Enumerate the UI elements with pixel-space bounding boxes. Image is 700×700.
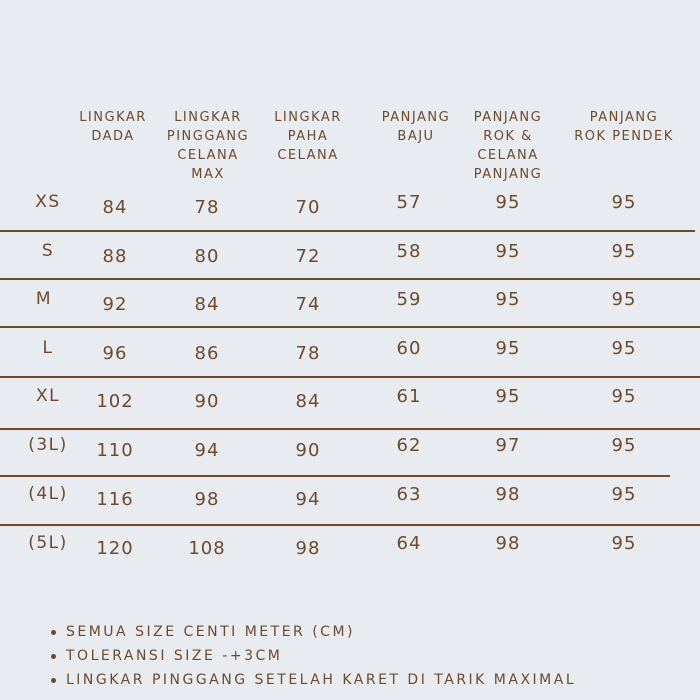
cell-panjang-baju: 64: [396, 533, 422, 554]
cell-panjang-baju: 62: [396, 435, 422, 456]
cell-lingkar-dada: 96: [102, 343, 128, 364]
cell-panjang-baju: 63: [396, 484, 422, 505]
cell-lingkar-pinggang: 86: [194, 343, 220, 364]
size-label: (5L): [28, 533, 68, 553]
cell-panjang-baju: 58: [396, 241, 422, 262]
size-label: (4L): [28, 484, 68, 504]
cell-panjang-rok-pendek: 95: [611, 435, 637, 456]
cell-panjang-rok-celana: 97: [495, 435, 521, 456]
note-item: LINGKAR PINGGANG SETELAH KARET DI TARIK MAXIMAL: [48, 668, 576, 692]
cell-panjang-rok-celana: 95: [495, 192, 521, 213]
cell-panjang-rok-celana: 95: [495, 338, 521, 359]
cell-lingkar-pinggang: 84: [194, 294, 220, 315]
row-divider: [0, 278, 700, 280]
cell-panjang-rok-celana: 95: [495, 386, 521, 407]
header-lingkar-dada: LINGKAR DADA: [79, 110, 147, 144]
size-label: XL: [35, 386, 61, 406]
cell-panjang-rok-pendek: 95: [611, 192, 637, 213]
cell-panjang-rok-pendek: 95: [611, 484, 637, 505]
cell-lingkar-pinggang: 80: [194, 246, 220, 267]
cell-lingkar-dada: 92: [102, 294, 128, 315]
note-item: SEMUA SIZE CENTI METER (CM): [48, 620, 576, 644]
cell-lingkar-pinggang: 108: [188, 538, 226, 559]
cell-lingkar-paha: 98: [295, 538, 321, 559]
cell-lingkar-dada: 110: [96, 440, 134, 461]
cell-lingkar-paha: 72: [295, 246, 321, 267]
cell-lingkar-paha: 70: [295, 197, 321, 218]
cell-panjang-rok-celana: 98: [495, 533, 521, 554]
cell-lingkar-dada: 84: [102, 197, 128, 218]
header-lingkar-paha: LINGKAR PAHA CELANA: [274, 110, 342, 163]
cell-panjang-rok-celana: 95: [495, 241, 521, 262]
header-panjang-rok-pendek: PANJANG ROK PENDEK: [574, 110, 674, 144]
cell-panjang-rok-pendek: 95: [611, 533, 637, 554]
cell-lingkar-pinggang: 78: [194, 197, 220, 218]
cell-panjang-baju: 57: [396, 192, 422, 213]
row-divider: [0, 524, 700, 526]
cell-lingkar-pinggang: 98: [194, 489, 220, 510]
cell-lingkar-paha: 94: [295, 489, 321, 510]
note-item: TOLERANSI SIZE -+3CM: [48, 644, 576, 668]
size-label: L: [42, 338, 54, 358]
cell-lingkar-dada: 116: [96, 489, 134, 510]
cell-panjang-rok-pendek: 95: [611, 241, 637, 262]
cell-panjang-rok-celana: 95: [495, 289, 521, 310]
cell-lingkar-dada: 120: [96, 538, 134, 559]
row-divider: [0, 475, 670, 477]
cell-panjang-rok-pendek: 95: [611, 289, 637, 310]
cell-lingkar-paha: 84: [295, 391, 321, 412]
size-label: (3L): [28, 435, 68, 455]
size-label: S: [41, 241, 55, 261]
cell-lingkar-dada: 88: [102, 246, 128, 267]
cell-lingkar-paha: 74: [295, 294, 321, 315]
cell-panjang-baju: 61: [396, 386, 422, 407]
notes-list: [48, 620, 576, 692]
cell-lingkar-paha: 90: [295, 440, 321, 461]
row-divider: [0, 428, 700, 430]
row-divider: [0, 326, 700, 328]
header-lingkar-pinggang: LINGKAR PINGGANG CELANA MAX: [166, 110, 250, 182]
cell-lingkar-pinggang: 90: [194, 391, 220, 412]
cell-panjang-rok-pendek: 95: [611, 386, 637, 407]
header-panjang-baju: PANJANG BAJU: [381, 110, 451, 144]
size-label: XS: [35, 192, 61, 212]
row-divider: [0, 230, 695, 232]
cell-panjang-rok-pendek: 95: [611, 338, 637, 359]
cell-lingkar-pinggang: 94: [194, 440, 220, 461]
row-divider: [0, 376, 700, 378]
header-panjang-rok-celana: PANJANG ROK & CELANA PANJANG: [473, 110, 543, 182]
cell-lingkar-paha: 78: [295, 343, 321, 364]
cell-panjang-baju: 60: [396, 338, 422, 359]
cell-panjang-baju: 59: [396, 289, 422, 310]
cell-panjang-rok-celana: 98: [495, 484, 521, 505]
cell-lingkar-dada: 102: [96, 391, 134, 412]
size-label: M: [35, 289, 53, 309]
